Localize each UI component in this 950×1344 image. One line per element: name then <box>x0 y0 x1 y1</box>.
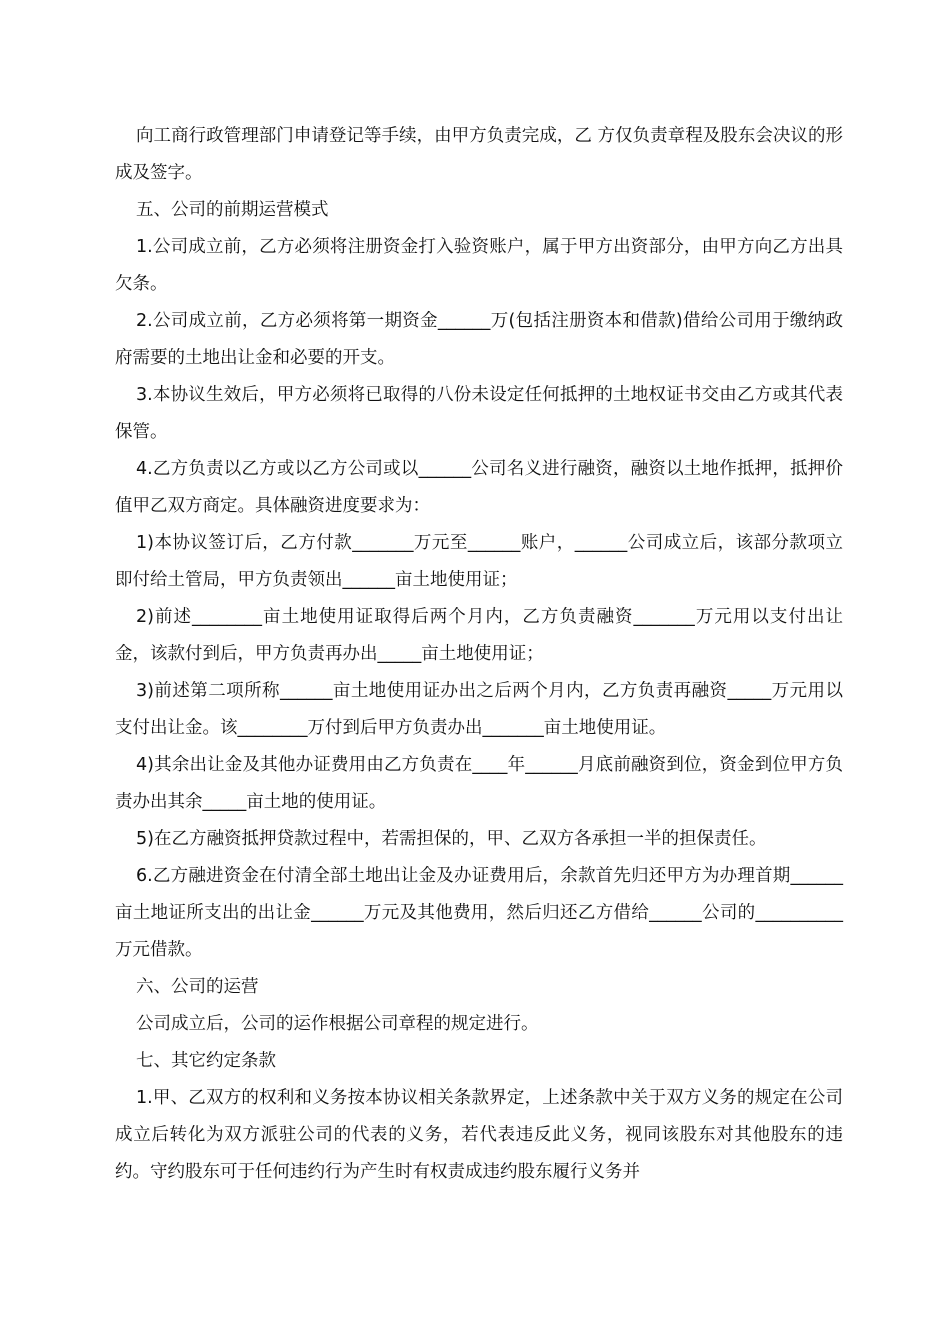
clause-5-3: 3.本协议生效后，甲方必须将已取得的八份未设定任何抵押的土地权证书交由乙方或其代表保管。 <box>115 385 843 442</box>
subclause-3: 3)前述第二项所称______亩土地使用证办出之后两个月内，乙方负责再融资_____万元用以支付出让金。该________万付到后甲方负责办出_______亩土地使用证。 <box>115 681 843 738</box>
subclause-4: 4)其余出让金及其他办证费用由乙方负责在____年______月底前融资到位，资金到位甲方负责办出其余_____亩土地的使用证。 <box>115 755 843 812</box>
subclause-2: 2)前述________亩土地使用证取得后两个月内，乙方负责融资_______万元用以支付出让金，该款付到后，甲方负责再办出_____亩土地使用证； <box>115 607 843 664</box>
section-heading-operation: 六、公司的运营 <box>136 977 259 997</box>
subclause-5: 5)在乙方融资抵押贷款过程中，若需担保的，甲、乙双方各承担一半的担保责任。 <box>136 829 767 849</box>
paragraph-registration-continuation: 向工商行政管理部门申请登记等手续，由甲方负责完成，乙 方仅负责章程及股东会决议的形成及签字。 <box>115 126 843 183</box>
section-heading-early-operation: 五、公司的前期运营模式 <box>136 200 329 220</box>
clause-5-6: 6.乙方融进资金在付清全部土地出让金及办证费用后，余款首先归还甲方为办理首期______亩土地证所支出的出让金______万元及其他费用，然后归还乙方借给______公司的__________万元借款。 <box>115 866 843 960</box>
clause-5-2: 2.公司成立前，乙方必须将第一期资金______万(包括注册资本和借款)借给公司用于缴纳政府需要的土地出让金和必要的开支。 <box>115 311 843 368</box>
document-body <box>115 118 843 1191</box>
clause-7-1: 1.甲、乙双方的权利和义务按本协议相关条款界定，上述条款中关于双方义务的规定在公司成立后转化为双方派驻公司的代表的义务，若代表违反此义务，视同该股东对其他股东的违约。守约股东可于任何违约行为产生时有权责成违约股东履行义务并 <box>115 1088 843 1182</box>
operation-text: 公司成立后，公司的运作根据公司章程的规定进行。 <box>136 1014 539 1034</box>
subclause-1: 1)本协议签订后，乙方付款_______万元至______账户，______公司成立后，该部分款项立即付给土管局，甲方负责领出______亩土地使用证； <box>115 533 843 590</box>
clause-5-4: 4.乙方负责以乙方或以乙方公司或以______公司名义进行融资，融资以土地作抵押，抵押价值甲乙双方商定。具体融资进度要求为： <box>115 459 843 516</box>
clause-5-1: 1.公司成立前，乙方必须将注册资金打入验资账户，属于甲方出资部分，由甲方向乙方出具欠条。 <box>115 237 843 294</box>
section-heading-other-terms: 七、其它约定条款 <box>136 1051 276 1071</box>
